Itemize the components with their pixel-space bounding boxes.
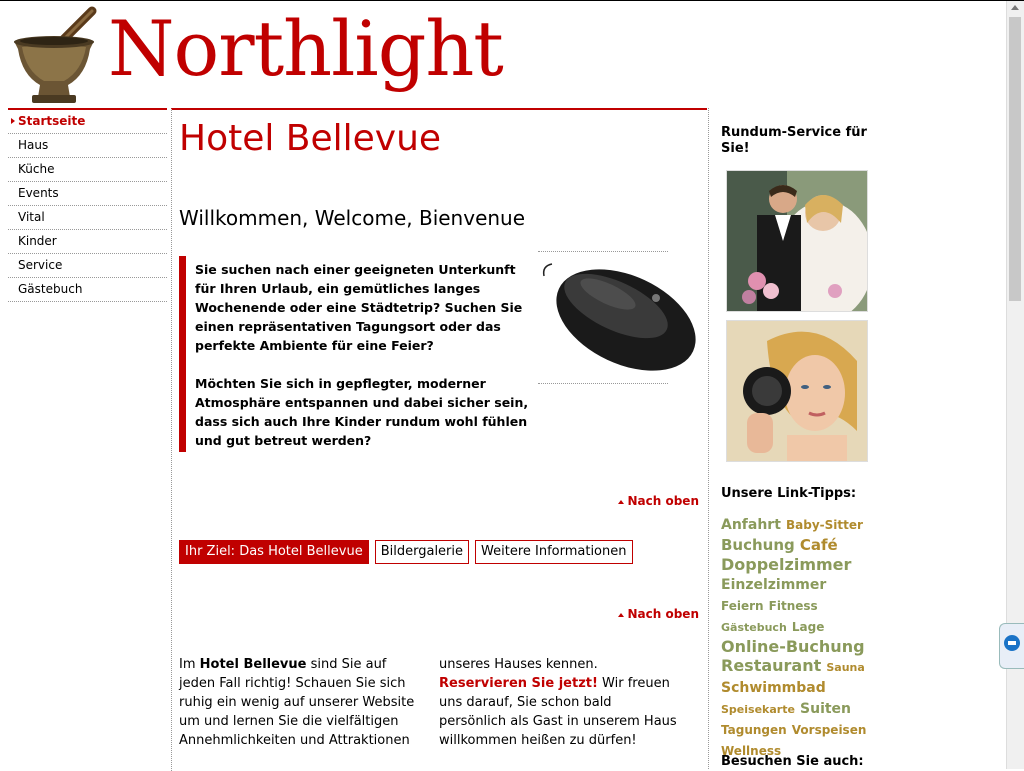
left-nav bbox=[8, 108, 167, 302]
back-to-top-link[interactable] bbox=[618, 494, 700, 508]
teamviewer-widget[interactable] bbox=[999, 623, 1024, 669]
col1-text-rest: sind Sie auf jeden Fall richtig! Schauen Sie sich ruhig ein wenig auf unserer Website um und lernen Sie die vielfältigen Annehmlichkeiten und Attraktionen bbox=[179, 657, 415, 748]
back-to-top-label: Nach oben bbox=[627, 494, 699, 508]
back-to-top-label: Nach oben bbox=[627, 607, 699, 621]
arrow-up-icon bbox=[618, 500, 624, 504]
tag-link[interactable]: Vorspeisen bbox=[791, 723, 867, 737]
main-content bbox=[171, 108, 707, 771]
nav-item-gaestebuch[interactable] bbox=[8, 278, 167, 302]
intro-paragraph-1: Sie suchen nach einer geeigneten Unterkunft für Ihren Urlaub, ein gemütliches langes Wochenende oder eine Städtetrip? Suchen Sie einen repräsentativen Tagungsort oder das perfekte Ambiente für eine Feier? bbox=[195, 262, 523, 353]
col2-text-rest: Wir freuen uns darauf, Sie schon bald persönlich als Gast in unserem Haus willkommen heißen zu dürfen! bbox=[439, 676, 677, 748]
tag-link[interactable]: Anfahrt bbox=[721, 517, 781, 533]
intro-block bbox=[179, 256, 540, 452]
tag-link[interactable]: Fitness bbox=[768, 599, 818, 613]
tag-cloud bbox=[721, 514, 873, 761]
tab-ihr-ziel[interactable]: Ihr Ziel: Das Hotel Bellevue bbox=[179, 540, 369, 564]
teamviewer-icon bbox=[1004, 635, 1020, 651]
col1-text: Im bbox=[179, 657, 200, 672]
scroll-up-arrow-icon[interactable] bbox=[1011, 5, 1019, 10]
wedding-couple-image bbox=[727, 171, 867, 311]
nav-item-label: Gästebuch bbox=[18, 282, 83, 296]
tag-link[interactable]: Wellness bbox=[721, 744, 782, 758]
nav-item-events[interactable] bbox=[8, 182, 167, 206]
text-column-2 bbox=[439, 655, 681, 750]
tag-link[interactable]: Feiern bbox=[721, 599, 764, 613]
mouse-image bbox=[538, 251, 668, 384]
tag-link[interactable]: Speisekarte bbox=[721, 703, 795, 716]
nav-item-label: Startseite bbox=[18, 114, 86, 128]
nav-item-kinder[interactable] bbox=[8, 230, 167, 254]
arrow-up-icon bbox=[618, 613, 624, 617]
nav-item-vital[interactable] bbox=[8, 206, 167, 230]
welcome-heading: Willkommen, Welcome, Bienvenue bbox=[179, 206, 526, 230]
nav-item-label: Kinder bbox=[18, 234, 57, 248]
nav-item-service[interactable] bbox=[8, 254, 167, 278]
text-column-1 bbox=[179, 655, 421, 750]
site-logo[interactable] bbox=[8, 4, 503, 107]
nav-item-label: Events bbox=[18, 186, 59, 200]
nav-item-label: Vital bbox=[18, 210, 45, 224]
nav-item-kueche[interactable] bbox=[8, 158, 167, 182]
service-heading: Rundum-Service für Sie! bbox=[721, 125, 867, 156]
scroll-thumb[interactable] bbox=[1009, 17, 1021, 301]
tab-bildergalerie[interactable]: Bildergalerie bbox=[375, 540, 469, 564]
right-sidebar bbox=[708, 108, 874, 769]
woman-with-mirror-image bbox=[727, 321, 867, 461]
tag-link[interactable]: Buchung bbox=[721, 536, 795, 554]
page-title: Hotel Bellevue bbox=[179, 118, 442, 159]
tag-link[interactable]: Sauna bbox=[826, 661, 865, 674]
woman-photo bbox=[726, 320, 868, 462]
tag-link[interactable]: Restaurant bbox=[721, 656, 822, 675]
hotel-name-bold: Hotel Bellevue bbox=[199, 657, 307, 672]
computer-mouse-image bbox=[538, 258, 703, 378]
visit-also-heading: Besuchen Sie auch: bbox=[721, 754, 864, 769]
nav-arrow-icon bbox=[11, 118, 15, 124]
tag-link[interactable]: Suiten bbox=[800, 701, 852, 717]
nav-item-startseite[interactable] bbox=[8, 110, 167, 134]
tag-link[interactable]: Einzelzimmer bbox=[721, 577, 827, 593]
intro-paragraph-2: Möchten Sie sich in gepflegter, moderner Atmosphäre entspannen und dabei sicher sein, dass sich auch Ihre Kinder rundum wohl fühlen und gut betreut werden? bbox=[195, 376, 529, 448]
wedding-photo bbox=[726, 170, 868, 312]
nav-item-label: Service bbox=[18, 258, 63, 272]
tag-link[interactable]: Schwimmbad bbox=[721, 680, 826, 696]
link-tips-heading: Unsere Link-Tipps: bbox=[721, 486, 857, 501]
tag-link[interactable]: Tagungen bbox=[721, 723, 787, 737]
tag-link[interactable]: Lage bbox=[791, 620, 825, 634]
mortar-pestle-icon bbox=[8, 5, 100, 107]
back-to-top-link[interactable] bbox=[618, 607, 700, 621]
tag-link[interactable]: Baby-Sitter bbox=[786, 518, 863, 532]
nav-item-label: Küche bbox=[18, 162, 55, 176]
reserve-now-link[interactable]: Reservieren Sie jetzt! bbox=[439, 676, 598, 691]
brand-name: Northlight bbox=[108, 4, 503, 93]
nav-item-label: Haus bbox=[18, 138, 49, 152]
nav-item-haus[interactable] bbox=[8, 134, 167, 158]
col2-text: unseres Hauses kennen. bbox=[439, 657, 598, 672]
tag-link[interactable]: Online-Buchung bbox=[721, 637, 865, 656]
tab-weitere-informationen[interactable]: Weitere Informationen bbox=[475, 540, 632, 564]
tag-link[interactable]: Doppelzimmer bbox=[721, 555, 852, 574]
tag-link[interactable]: Gästebuch bbox=[721, 621, 787, 634]
tag-link[interactable]: Café bbox=[799, 536, 838, 554]
content-tabs bbox=[179, 540, 633, 564]
